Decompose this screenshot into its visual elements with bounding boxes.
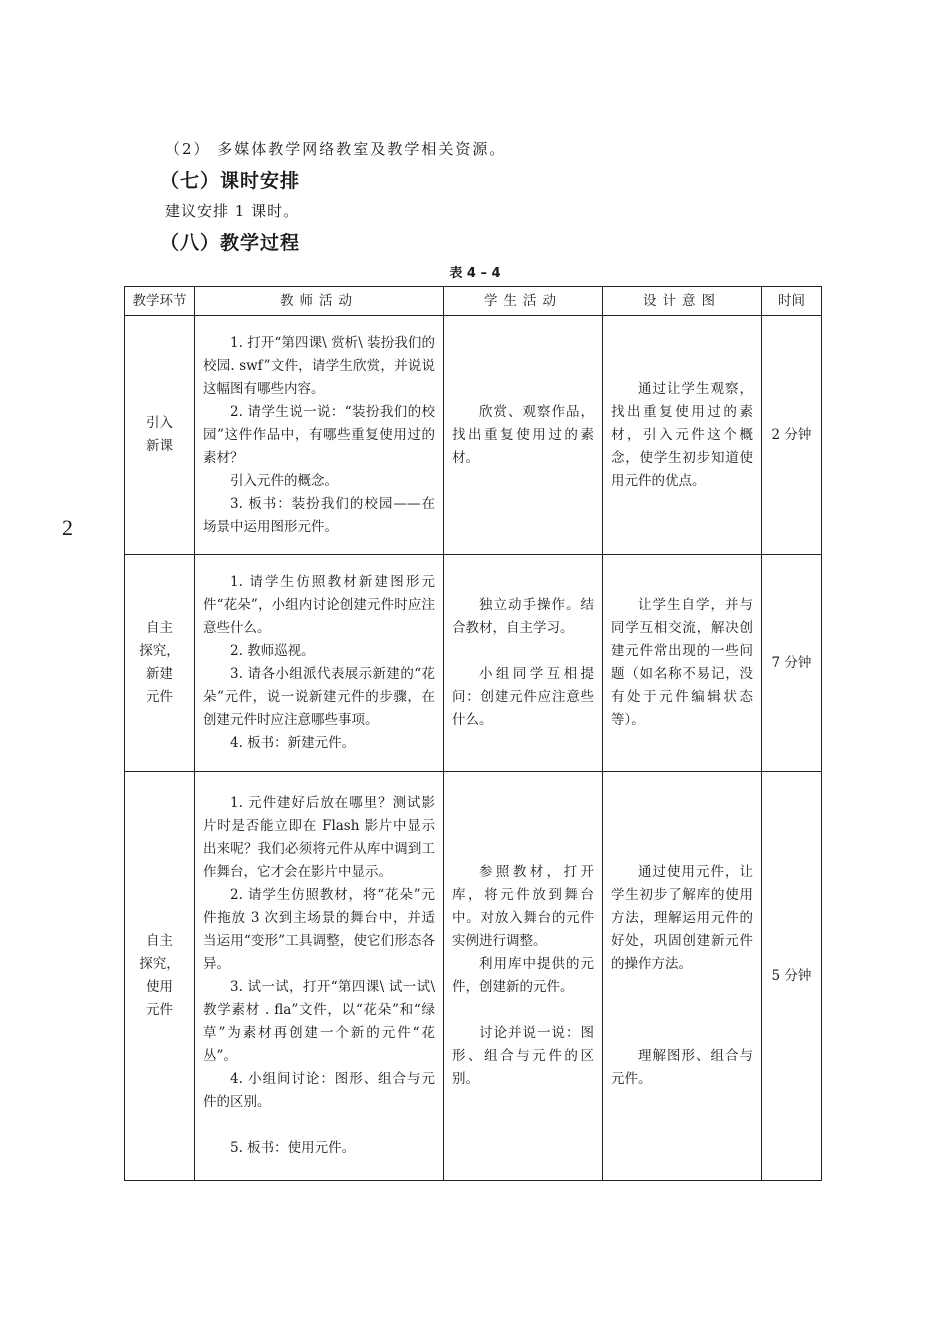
stage-cell (125, 772, 195, 1181)
teacher-step: 1. 打开“第四课\ 赏析\ 装扮我们的校园. swf”文件，请学生欣赏，并说说这幅图有哪些内容。 (203, 334, 435, 397)
design-intent-cell (603, 772, 762, 1181)
stage-line: 探究， (139, 643, 180, 659)
student-step: 讨论并说一说：图形、组合与元件的区别。 (452, 1025, 594, 1087)
time-cell: 5 分钟 (762, 772, 822, 1181)
header-design-intent: 设计意图 (603, 287, 762, 316)
teacher-step: 3. 试一试，打开“第四课\ 试一试\ 教学素材 . fla”文件，以“花朵”和“绿草”为素材再创建一个新的元件“花丛”。 (203, 979, 435, 1064)
stage-cell (125, 316, 195, 555)
table-row (125, 316, 822, 555)
section-8-heading: （八）教学过程 (160, 232, 301, 254)
teacher-step: 2. 请学生仿照教材，将“花朵”元件拖放 3 次到主场景的舞台中，并适当运用“变形”工具调整，使它们形态各异。 (203, 887, 435, 972)
stage-line: 自主 (146, 933, 173, 949)
section-7-text: 建议安排 1 课时。 (165, 202, 300, 220)
stage-line: 新建 (146, 666, 173, 682)
teacher-step: 3. 请各小组派代表展示新建的“花朵”元件，说一说新建元件的步骤，在创建元件时应注意哪些事项。 (203, 666, 435, 728)
design-text: 理解图形、组合与元件。 (611, 1048, 753, 1087)
student-activity-cell (444, 772, 603, 1181)
student-step: 利用库中提供的元件，创建新的元件。 (452, 956, 594, 995)
table-row (125, 772, 822, 1181)
resources-line: （2） 多媒体教学网络教室及教学相关资源。 (165, 140, 507, 158)
teacher-step: 1. 元件建好后放在哪里？测试影片时是否能立即在 Flash 影片中显示出来呢？我们必须将元件从库中调到工作舞台，它才会在影片中显示。 (203, 795, 435, 880)
teacher-step: 2. 请学生说一说：“装扮我们的校园”这件作品中，有哪些重复使用过的素材？ (203, 403, 435, 466)
teacher-activity-cell (195, 316, 444, 555)
table-row (125, 555, 822, 772)
header-student-activity: 学生活动 (444, 287, 603, 316)
stage-line: 探究， (139, 956, 180, 972)
header-time: 时间 (762, 287, 822, 316)
teacher-step: 2. 教师巡视。 (230, 643, 315, 659)
student-activity-cell (444, 316, 603, 555)
teacher-activity-cell (195, 772, 444, 1181)
stage-line: 使用 (146, 979, 173, 995)
design-text: 通过让学生观察，找出重复使用过的素材，引入元件这个概念，使学生初步知道使用元件的优点。 (611, 380, 753, 489)
teacher-step: 引入元件的概念。 (230, 472, 338, 489)
stage-cell (125, 555, 195, 772)
student-step: 欣赏、观察作品，找出重复使用过的素材。 (452, 403, 594, 466)
student-step: 参照教材，打开库，将元件放到舞台中。对放入舞台的元件实例进行调整。 (452, 864, 594, 949)
header-teacher-activity: 教师活动 (195, 287, 444, 316)
section-7-heading: （七）课时安排 (160, 170, 301, 192)
design-intent-cell (603, 555, 762, 772)
design-intent-cell (603, 316, 762, 555)
stage-line: 元件 (146, 689, 173, 705)
teacher-step: 5. 板书：使用元件。 (230, 1140, 356, 1156)
student-step: 小组同学互相提问：创建元件应注意些什么。 (452, 666, 594, 728)
stage-line: 新课 (146, 438, 173, 454)
stage-line: 自主 (146, 620, 173, 636)
header-stage: 教学环节 (125, 287, 195, 316)
student-activity-cell (444, 555, 603, 772)
design-text: 让学生自学，并与同学互相交流，解决创建元件常出现的一些问题（如名称不易记，没有处于元件编辑状态等）。 (611, 597, 753, 728)
student-step: 独立动手操作。结合教材，自主学习。 (452, 597, 594, 636)
teacher-activity-cell (195, 555, 444, 772)
teacher-step: 4. 板书：新建元件。 (230, 735, 356, 751)
design-text: 通过使用元件，让学生初步了解库的使用方法，理解运用元件的好处，巩固创建新元件的操作方法。 (611, 864, 753, 972)
stage-line: 元件 (146, 1002, 173, 1018)
table-header-row (125, 287, 822, 316)
page-number: 2 (62, 515, 73, 540)
time-cell: 7 分钟 (762, 555, 822, 772)
teacher-step: 3. 板书：装扮我们的校园——在场景中运用图形元件。 (203, 495, 435, 535)
stage-line: 引入 (146, 415, 173, 431)
table-caption: 表 4 – 4 (449, 266, 501, 281)
teaching-process-table (124, 286, 822, 1181)
teacher-step: 1. 请学生仿照教材新建图形元件“花朵”，小组内讨论创建元件时应注意些什么。 (203, 574, 435, 636)
teacher-step: 4. 小组间讨论：图形、组合与元件的区别。 (203, 1071, 435, 1110)
time-cell: 2 分钟 (762, 316, 822, 555)
